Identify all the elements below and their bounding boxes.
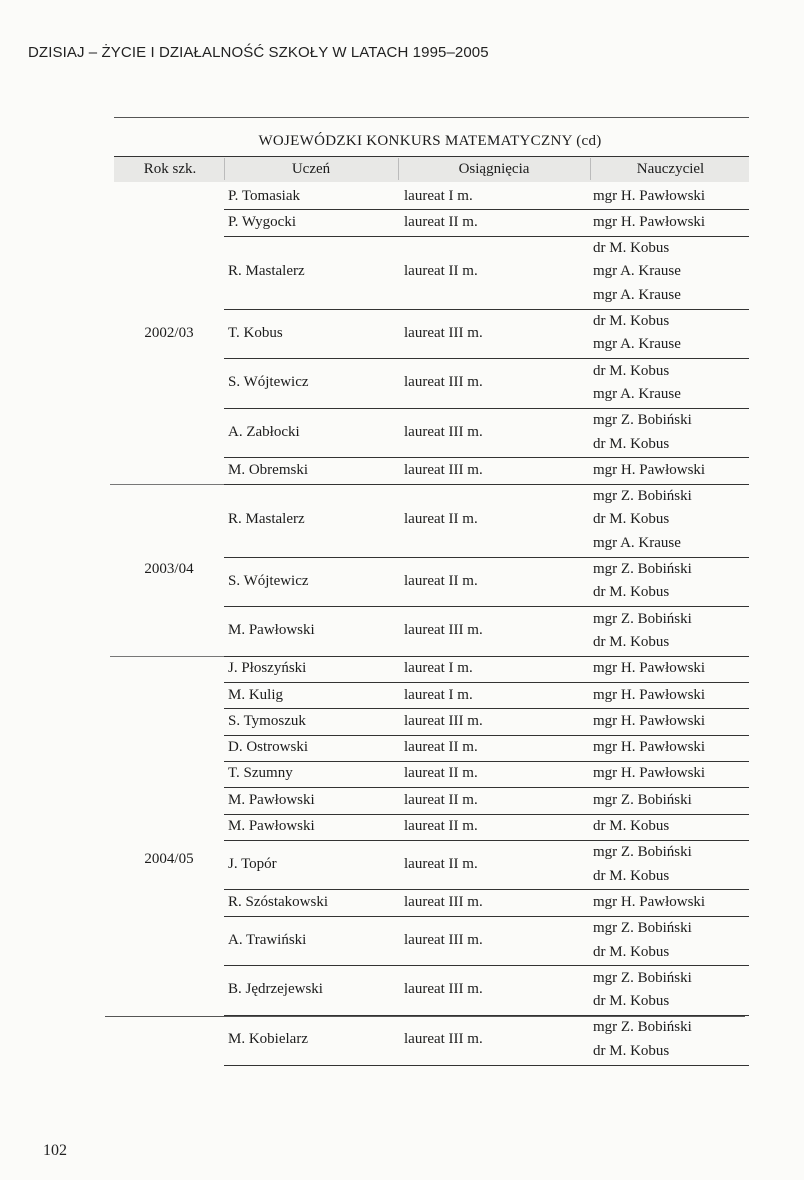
teacher-name: dr M. Kobus xyxy=(593,584,670,601)
student-name: T. Kobus xyxy=(228,324,283,341)
student-name: A. Zabłocki xyxy=(228,423,300,440)
column-header-result: Osiągnięcia xyxy=(458,161,530,177)
teacher-name: dr M. Kobus xyxy=(593,362,670,379)
result-text: laureat III m. xyxy=(404,981,483,998)
student-name: M. Obremski xyxy=(228,461,308,478)
teacher-name: mgr Z. Bobiński xyxy=(593,969,692,986)
student-name: P. Tomasiak xyxy=(228,187,301,204)
table-title: WOJEWÓDZKI KONKURS MATEMATYCZNY (cd) xyxy=(258,133,602,149)
result-text: laureat III m. xyxy=(404,931,483,948)
column-header-student: Uczeń xyxy=(291,161,331,177)
student-name: T. Szumny xyxy=(228,765,293,782)
header-separator xyxy=(224,158,225,180)
student-name: M. Pawłowski xyxy=(228,791,315,808)
page-number: 102 xyxy=(43,1142,67,1159)
student-name: B. Jędrzejewski xyxy=(228,981,323,998)
group-divider xyxy=(110,484,224,485)
row-divider xyxy=(224,309,749,310)
result-text: laureat II m. xyxy=(404,791,478,808)
teacher-name: dr M. Kobus xyxy=(593,511,670,528)
header-separator xyxy=(590,158,591,180)
row-divider xyxy=(224,358,749,359)
group-divider xyxy=(110,656,224,657)
result-text: laureat II m. xyxy=(404,511,478,528)
result-text: laureat III m. xyxy=(404,893,483,910)
column-header-teacher: Nauczyciel xyxy=(636,161,705,177)
result-text: laureat I m. xyxy=(404,660,473,677)
student-name: J. Płoszyński xyxy=(228,660,307,677)
teacher-name: mgr H. Pawłowski xyxy=(593,739,706,756)
result-text: laureat I m. xyxy=(404,686,473,703)
teacher-name: mgr Z. Bobiński xyxy=(593,610,692,627)
teacher-name: mgr H. Pawłowski xyxy=(593,461,706,478)
teacher-name: mgr H. Pawłowski xyxy=(593,712,706,729)
student-name: M. Kulig xyxy=(228,686,284,703)
teacher-name: mgr H. Pawłowski xyxy=(593,187,706,204)
teacher-name: dr M. Kobus xyxy=(593,943,670,960)
result-text: laureat III m. xyxy=(404,423,483,440)
bottom-rule xyxy=(105,1016,745,1017)
teacher-name: mgr A. Krause xyxy=(593,263,681,280)
teacher-name: mgr H. Pawłowski xyxy=(593,686,706,703)
school-year: 2002/03 xyxy=(144,324,194,341)
result-text: laureat III m. xyxy=(404,1031,483,1048)
teacher-name: dr M. Kobus xyxy=(593,1042,670,1059)
result-text: laureat II m. xyxy=(404,739,478,756)
student-name: D. Ostrowski xyxy=(228,739,309,756)
school-year: 2003/04 xyxy=(144,561,194,577)
header-separator xyxy=(398,158,399,180)
teacher-name: mgr Z. Bobiński xyxy=(593,488,692,505)
result-text: laureat II m. xyxy=(404,572,478,589)
teacher-name: mgr Z. Bobiński xyxy=(593,1019,692,1036)
teacher-name: mgr Z. Bobiński xyxy=(593,844,692,861)
result-text: laureat II m. xyxy=(404,263,478,280)
student-name: S. Wójtewicz xyxy=(228,572,309,589)
column-header-year: Rok szk. xyxy=(143,161,197,177)
result-text: laureat III m. xyxy=(404,324,483,341)
student-name: J. Topór xyxy=(228,855,277,872)
school-year: 2004/05 xyxy=(144,851,194,868)
student-name: M. Pawłowski xyxy=(228,622,315,639)
student-name: S. Tymoszuk xyxy=(228,712,306,729)
teacher-name: dr M. Kobus xyxy=(593,633,670,650)
teacher-name: mgr A. Krause xyxy=(593,336,681,353)
teacher-name: mgr Z. Bobiński xyxy=(593,791,692,808)
teacher-name: dr M. Kobus xyxy=(593,818,670,834)
result-text: laureat III m. xyxy=(404,712,483,729)
student-name: A. Trawiński xyxy=(228,931,307,948)
student-name: R. Mastalerz xyxy=(228,263,305,280)
teacher-name: mgr A. Krause xyxy=(593,286,681,303)
result-text: laureat III m. xyxy=(404,461,483,478)
teacher-name: mgr Z. Bobiński xyxy=(593,412,692,429)
result-text: laureat I m. xyxy=(404,187,473,204)
teacher-name: mgr Z. Bobiński xyxy=(593,561,692,577)
student-name: M. Kobielarz xyxy=(228,1031,308,1048)
result-text: laureat III m. xyxy=(404,374,483,391)
result-text: laureat III m. xyxy=(404,622,483,639)
teacher-name: mgr H. Pawłowski xyxy=(593,213,706,230)
student-name: R. Mastalerz xyxy=(228,511,305,528)
teacher-name: mgr H. Pawłowski xyxy=(593,660,706,677)
teacher-name: dr M. Kobus xyxy=(593,435,670,452)
running-head: DZISIAJ – ŻYCIE I DZIAŁALNOŚĆ SZKOŁY W LATACH 1995–2005 xyxy=(28,44,489,61)
student-name: R. Szóstakowski xyxy=(228,893,329,910)
row-divider xyxy=(224,1065,749,1066)
teacher-name: dr M. Kobus xyxy=(593,993,670,1010)
teacher-name: mgr H. Pawłowski xyxy=(593,765,706,782)
teacher-name: mgr H. Pawłowski xyxy=(593,893,706,910)
teacher-name: dr M. Kobus xyxy=(593,867,670,884)
result-text: laureat II m. xyxy=(404,213,478,230)
student-name: M. Pawłowski xyxy=(228,818,315,834)
teacher-name: dr M. Kobus xyxy=(593,313,670,329)
teacher-name: dr M. Kobus xyxy=(593,240,670,257)
student-name: P. Wygocki xyxy=(228,213,296,230)
result-text: laureat II m. xyxy=(404,818,478,834)
teacher-name: mgr Z. Bobiński xyxy=(593,920,692,937)
teacher-name: mgr A. Krause xyxy=(593,534,681,551)
student-name: S. Wójtewicz xyxy=(228,374,309,391)
result-text: laureat II m. xyxy=(404,855,478,872)
row-divider xyxy=(224,236,749,237)
teacher-name: mgr A. Krause xyxy=(593,385,681,402)
result-text: laureat II m. xyxy=(404,765,478,782)
